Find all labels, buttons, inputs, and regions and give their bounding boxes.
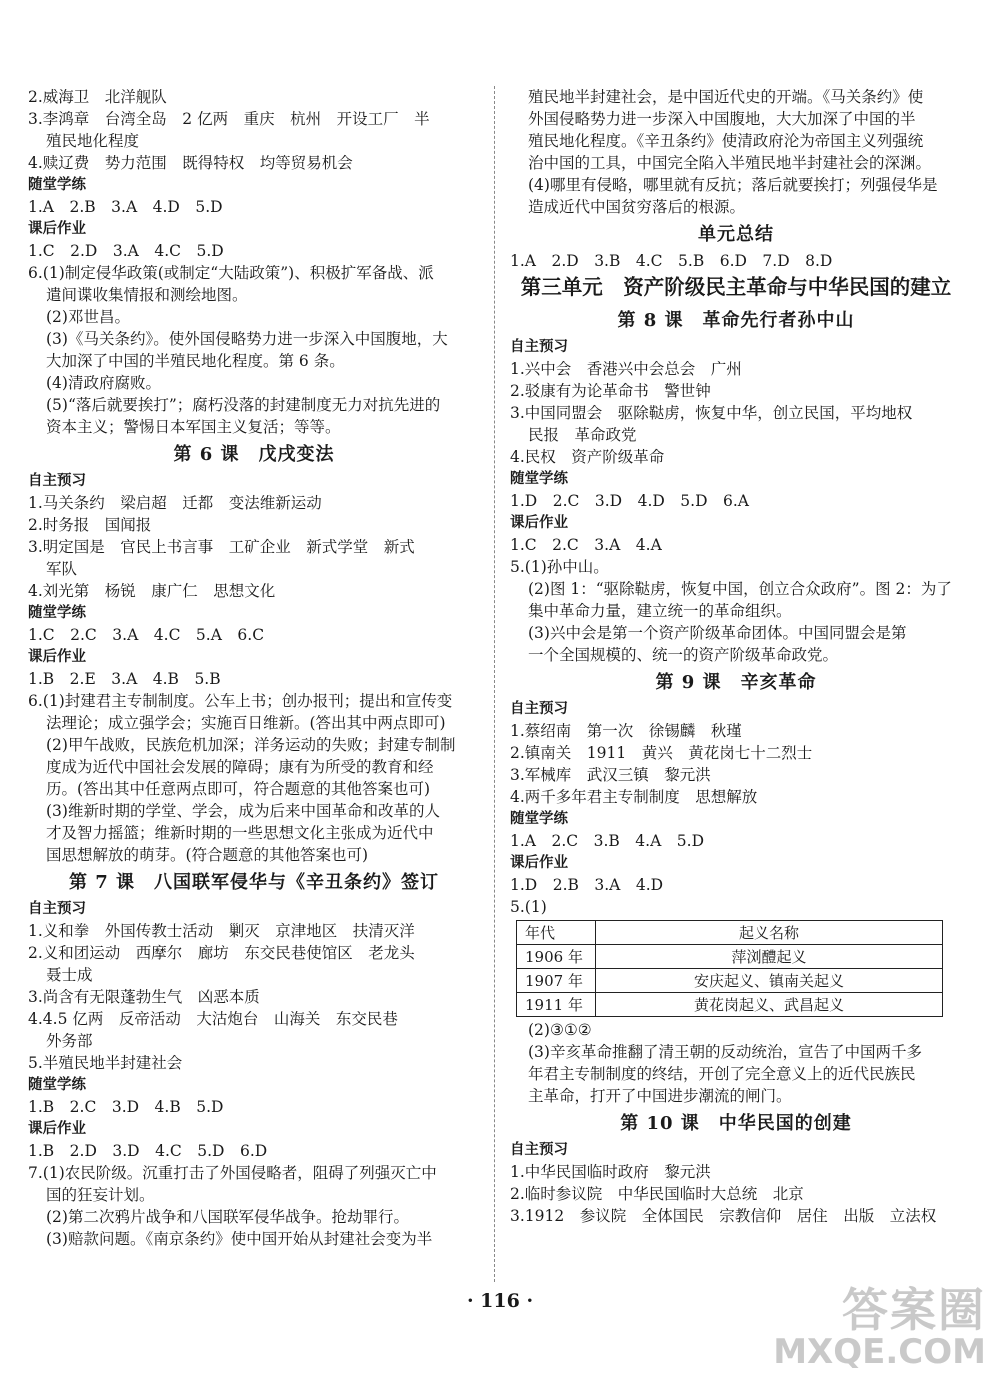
answer-line-continued: 国的狂妄计划。 (46, 1186, 155, 1204)
section-label: 自主预习 (510, 701, 568, 717)
answer-line: 2.义和团运动 西摩尔 廊坊 东交民巷使馆区 老龙头 (28, 944, 415, 962)
answer-line-continued: 资本主义；警惕日本军国主义复活；等等。 (46, 418, 341, 436)
answer-line: 1.B 2.D 3.D 4.C 5.D 6.D (28, 1142, 268, 1160)
answer-line-continued: 造成近代中国贫穷落后的根源。 (528, 198, 746, 216)
answer-line-continued: (3)《马关条约》。使外国侵略势力进一步深入中国腹地，大 (46, 330, 448, 348)
section-label: 课后作业 (510, 515, 568, 531)
table-header-row (517, 921, 943, 945)
watermark-url: MXQE.COM (773, 1332, 986, 1372)
section-label: 随堂学练 (510, 471, 568, 487)
answer-line: 5.半殖民地半封建社会 (28, 1054, 183, 1072)
answer-line-continued: (5)“落后就要挨打”；腐朽没落的封建制度无力对抗先进的 (46, 396, 441, 414)
answer-line: 4.赎辽费 势力范围 既得特权 均等贸易机会 (28, 154, 353, 172)
answer-line: 3.1912 参议院 全体国民 宗教信仰 居住 出版 立法权 (510, 1207, 937, 1225)
answer-line-continued: 年君主专制制度的终结，开创了完全意义上的近代民族民 (528, 1065, 916, 1083)
answer-line-continued: (3)赔款问题。《南京条约》使中国开始从封建社会变为半 (46, 1230, 433, 1248)
answer-line: 1.D 2.B 3.A 4.D (510, 876, 664, 894)
answer-line: 2.驳康有为论革命书 警世钟 (510, 382, 711, 400)
answer-line: 6.(1)制定侵华政策(或制定“大陆政策”)、积极扩军备战、派 (28, 264, 434, 282)
answer-line-continued: (3)维新时期的学堂、学会，成为后来中国革命和改革的人 (46, 802, 440, 820)
section-label: 自主预习 (28, 901, 86, 917)
section-label: 随堂学练 (28, 605, 86, 621)
unit-title: 第三单元 资产阶级民主革命与中华民国的建立 (520, 275, 952, 299)
answer-line-continued: 主革命，打开了中国进步潮流的闸门。 (528, 1087, 792, 1105)
answer-line: 3.明定国是 官民上书言事 工矿企业 新式学堂 新式 (28, 538, 415, 556)
answer-line: 1.C 2.C 3.A 4.A (510, 536, 662, 554)
lesson-title: 第 10 课 中华民国的创建 (620, 1113, 852, 1134)
answer-line: 3.军械库 武汉三镇 黎元洪 (510, 766, 711, 784)
table-row (517, 993, 943, 1017)
answer-line: 4.4.5 亿两 反帝活动 大沽炮台 山海关 东交民巷 (28, 1010, 398, 1028)
answer-line-continued: (3)兴中会是第一个资产阶级革命团体。中国同盟会是第 (528, 624, 907, 642)
answer-line: 7.(1)农民阶级。沉重打击了外国侵略者，阻碍了列强灭亡中 (28, 1164, 437, 1182)
answer-line: 3.尚含有无限蓬勃生气 凶恶本质 (28, 988, 260, 1006)
answer-line: 1.A 2.B 3.A 4.D 5.D (28, 198, 223, 216)
table-header-cell: 起义名称 (596, 921, 943, 945)
answer-line-continued: 大加深了中国的半殖民地化程度。第 6 条。 (46, 352, 345, 370)
page-number: · 116 · (466, 1290, 534, 1312)
table-cell: 1906 年 (517, 945, 596, 969)
right-column (510, 86, 962, 1227)
answer-line-continued: 外务部 (46, 1032, 93, 1050)
answer-line-continued: 民报 革命政党 (528, 426, 637, 444)
uprising-table (516, 920, 943, 1017)
table-cell: 黄花岗起义、武昌起义 (596, 993, 943, 1017)
answer-line-continued: 殖民地化程度。《辛丑条约》使清政府沦为帝国主义列强统 (528, 132, 924, 150)
answer-line-continued: (4)清政府腐败。 (46, 374, 161, 392)
answer-line: 4.两千多年君主专制制度 思想解放 (510, 788, 758, 806)
answer-line-continued: 治中国的工具，中国完全陷入半殖民地半封建社会的深渊。 (528, 154, 932, 172)
answer-line-continued: (2)③①② (528, 1021, 592, 1039)
answer-line-continued: (2)图 1：“驱除鞑虏，恢复中国，创立合众政府”。图 2：为了 (528, 580, 952, 598)
answer-line: 1.A 2.D 3.B 4.C 5.B 6.D 7.D 8.D (510, 252, 833, 270)
section-label: 自主预习 (510, 339, 568, 355)
table-cell: 安庆起义、镇南关起义 (596, 969, 943, 993)
answer-line-continued: (2)第二次鸦片战争和八国联军侵华战争。抢劫罪行。 (46, 1208, 409, 1226)
answer-line: 1.C 2.D 3.A 4.C 5.D (28, 242, 224, 260)
table-cell: 萍浏醴起义 (596, 945, 943, 969)
answer-line: 1.马关条约 梁启超 迁都 变法维新运动 (28, 494, 322, 512)
column-divider (494, 86, 496, 1282)
answer-line: 1.A 2.C 3.B 4.A 5.D (510, 832, 705, 850)
answer-line-continued: 外国侵略势力进一步深入中国腹地，大大加深了中国的半 (528, 110, 916, 128)
answer-line: 1.中华民国临时政府 黎元洪 (510, 1163, 711, 1181)
answer-line-continued: 一个全国规模的、统一的资产阶级革命政党。 (528, 646, 839, 664)
answer-line-continued: (2)邓世昌。 (46, 308, 130, 326)
lesson-title: 第 9 课 辛亥革命 (655, 672, 817, 693)
answer-line-continued: 集中革命力量，建立统一的革命组织。 (528, 602, 792, 620)
table-row (517, 969, 943, 993)
answer-line-continued: 才及智力摇篮；维新时期的一些思想文化主张成为近代中 (46, 824, 434, 842)
table-cell: 1911 年 (517, 993, 596, 1017)
section-label: 随堂学练 (28, 177, 86, 193)
table-row (517, 945, 943, 969)
answer-line: 1.兴中会 香港兴中会总会 广州 (510, 360, 742, 378)
table-cell: 1907 年 (517, 969, 596, 993)
answer-line-continued: 历。(答出其中任意两点即可，符合题意的其他答案也可) (46, 780, 431, 798)
table-header-cell: 年代 (517, 921, 596, 945)
answer-line: 2.威海卫 北洋舰队 (28, 88, 167, 106)
answer-line: 5.(1)孙中山。 (510, 558, 609, 576)
answer-line: 1.B 2.C 3.D 4.B 5.D (28, 1098, 224, 1116)
answer-line: 1.蔡绍南 第一次 徐锡麟 秋瑾 (510, 722, 742, 740)
answer-line: 6.(1)封建君主专制制度。公车上书；创办报刊；提出和宣传变 (28, 692, 453, 710)
watermark-text: 答案圈 (842, 1283, 986, 1337)
answer-line: 2.时务报 国闻报 (28, 516, 152, 534)
answer-line-continued: (2)甲午战败，民族危机加深；洋务运动的失败；封建专制制 (46, 736, 456, 754)
answer-line-continued: (3)辛亥革命推翻了清王朝的反动统治，宣告了中国两千多 (528, 1043, 922, 1061)
answer-line-continued: 聂士成 (46, 966, 93, 984)
lesson-title: 第 7 课 八国联军侵华与《辛丑条约》签订 (68, 872, 440, 893)
answer-line-continued: 法理论；成立强学会；实施百日维新。(答出其中两点即可) (46, 714, 446, 732)
answer-line-continued: 殖民地化程度 (46, 132, 140, 150)
answer-line: 2.临时参议院 中华民国临时大总统 北京 (510, 1185, 804, 1203)
left-column (28, 86, 480, 1250)
section-label: 课后作业 (28, 649, 86, 665)
section-label: 课后作业 (510, 855, 568, 871)
answer-line: 4.刘光第 杨锐 康广仁 思想文化 (28, 582, 276, 600)
answer-line: 1.B 2.E 3.A 4.B 5.B (28, 670, 221, 688)
answer-line-continued: 国思想解放的萌芽。(符合题意的其他答案也可) (46, 846, 369, 864)
answer-line: 3.李鸿章 台湾全岛 2 亿两 重庆 杭州 开设工厂 半 (28, 110, 430, 128)
answer-line-continued: 殖民地半封建社会，是中国近代史的开端。《马关条约》使 (528, 88, 924, 106)
answer-line: 1.D 2.C 3.D 4.D 5.D 6.A (510, 492, 749, 510)
answer-line-continued: 军队 (46, 560, 78, 578)
answer-line: 1.C 2.C 3.A 4.C 5.A 6.C (28, 626, 265, 644)
answer-line: 4.民权 资产阶级革命 (510, 448, 665, 466)
answer-line: 1.义和拳 外国传教士活动 剿灭 京津地区 扶清灭洋 (28, 922, 415, 940)
section-label: 课后作业 (28, 1121, 86, 1137)
lesson-title: 单元总结 (698, 224, 774, 245)
watermark-logo (773, 1283, 986, 1372)
answer-line-continued: (4)哪里有侵略，哪里就有反抗；落后就要挨打；列强侵华是 (528, 176, 938, 194)
section-label: 随堂学练 (28, 1077, 86, 1093)
answer-line: 3.中国同盟会 驱除鞑虏，恢复中华，创立民国，平均地权 (510, 404, 913, 422)
section-label: 课后作业 (28, 221, 86, 237)
answer-line-continued: 遣间谍收集情报和测绘地图。 (46, 286, 248, 304)
section-label: 自主预习 (510, 1142, 568, 1158)
answer-line: 2.镇南关 1911 黄兴 黄花岗七十二烈士 (510, 744, 813, 762)
answer-line: 5.(1) (510, 898, 547, 916)
lesson-title: 第 6 课 戊戌变法 (173, 444, 335, 465)
section-label: 随堂学练 (510, 811, 568, 827)
lesson-title: 第 8 课 革命先行者孙中山 (617, 310, 855, 331)
answer-line-continued: 度成为近代中国社会发展的障碍；康有为所受的教育和经 (46, 758, 434, 776)
section-label: 自主预习 (28, 473, 86, 489)
